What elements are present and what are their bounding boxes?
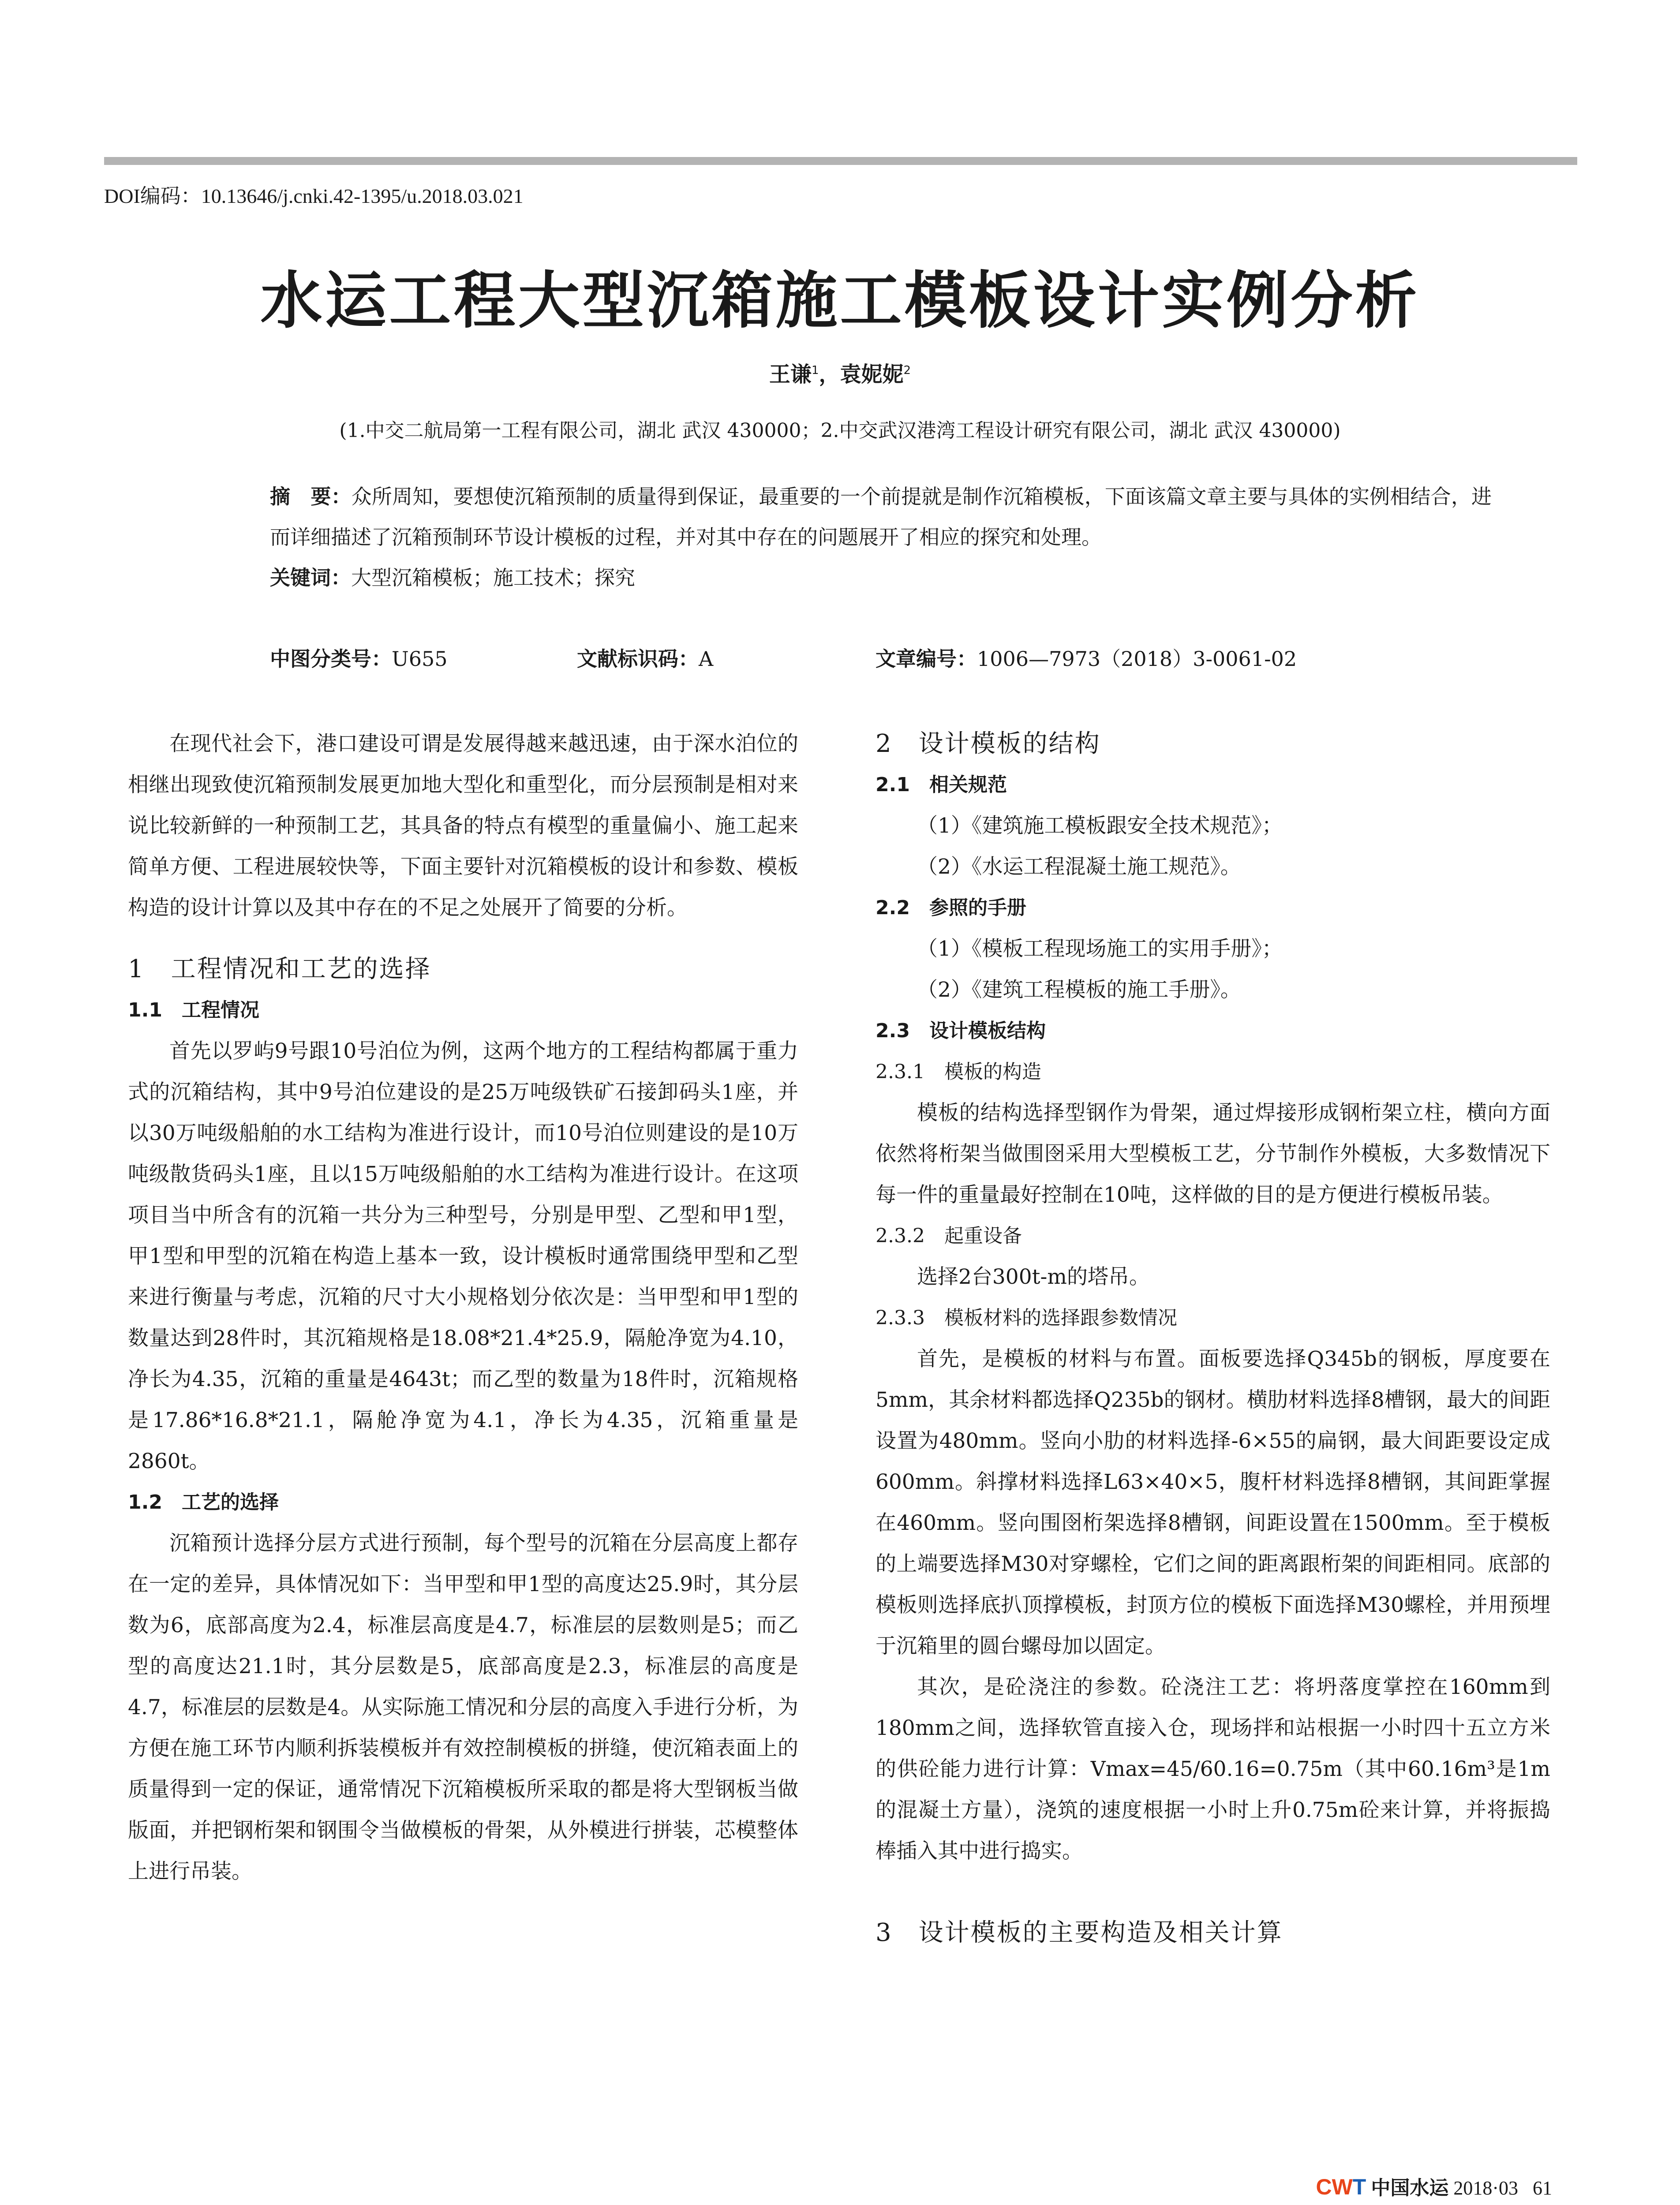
list-item: （2）《建筑工程模板的施工手册》。 xyxy=(917,978,1241,1002)
journal-name: 中国水运 xyxy=(1371,2177,1449,2199)
subsection-heading: 2.1 相关规范 xyxy=(876,774,1007,796)
author-separator: ， xyxy=(819,362,840,387)
author-name: 袁妮妮 xyxy=(840,362,904,387)
keywords-label: 关键词： xyxy=(270,566,351,590)
subsection-heading: 2.2 参照的手册 xyxy=(876,897,1026,919)
keywords-text: 大型沉箱模板；施工技术；探究 xyxy=(351,566,635,590)
body-paragraph: 模板的结构选择型钢作为骨架，通过焊接形成钢桁架立柱，横向方面依然将桁架当做围囹采用大型模板工艺，分节制作外模板，大多数情况下每一件的重量最好控制在10吨，这样做的目的是方便进行模板吊装。 xyxy=(876,1101,1550,1207)
list-item: （1）《建筑施工模板跟安全技术规范》； xyxy=(917,814,1283,838)
author-affiliation-marker: 1 xyxy=(811,364,819,377)
journal-logo: CWT xyxy=(1316,2175,1366,2199)
intro-paragraph: 在现代社会下，港口建设可谓是发展得越来越迅速，由于深水泊位的相继出现致使沉箱预制发展更加地大型化和重型化，而分层预制是相对来说比较新鲜的一种预制工艺，其具备的特点有模型的重量偏小、施工起来简单方便、工程进展较快等，下面主要针对沉箱模板的设计和参数、模板构造的设计计算以及其中存在的不足之处展开了简要的分析。 xyxy=(128,732,798,920)
clc-value: U655 xyxy=(392,647,448,671)
article-number-label: 文章编号： xyxy=(876,647,977,671)
affiliation: (1.中交二航局第一工程有限公司，湖北 武汉 430000；2.中交武汉港湾工程设计研究有限公司，湖北 武汉 430000) xyxy=(339,419,1341,442)
clc-number xyxy=(270,643,448,672)
right-column xyxy=(876,723,1550,1953)
doi-line[interactable]: DOI编码：10.13646/j.cnki.42-1395/u.2018.03.021 xyxy=(104,185,524,207)
list-item: （1）《模板工程现场施工的实用手册》； xyxy=(917,937,1283,961)
section-heading: 3 设计模板的主要构造及相关计算 xyxy=(876,1918,1283,1947)
abstract-block xyxy=(270,476,1492,598)
article-number-value: 1006—7973（2018）3-0061-02 xyxy=(977,647,1297,671)
author-name: 王谦 xyxy=(769,362,812,387)
subsubsection-heading: 2.3.2 起重设备 xyxy=(876,1225,1022,1247)
abstract-text: 众所周知，要想使沉箱预制的质量得到保证，最重要的一个前提就是制作沉箱模板，下面该篇文章主要与具体的实例相结合，进而详细描述了沉箱预制环节设计模板的过程，并对其中存在的问题展开了相应的探究和处理。 xyxy=(270,485,1492,549)
abstract xyxy=(270,476,1492,557)
body-paragraph: 其次，是砼浇注的参数。砼浇注工艺：将坍落度掌控在160mm到180mm之间，选择软管直接入仓，现场拌和站根据一小时四十五立方米的供砼能力进行计算：Vmax=45/60.16=0.75m（其中60.16m³是1m的混凝土方量），浇筑的速度根据一小时上升0.75m砼来计算，并将振捣棒插入其中进行捣实。 xyxy=(876,1675,1550,1863)
left-column xyxy=(128,723,798,1892)
subsection-heading: 1.2 工艺的选择 xyxy=(128,1491,279,1514)
keywords xyxy=(270,557,1492,598)
abstract-label: 摘 要： xyxy=(270,485,352,508)
page-footer xyxy=(1316,2172,1552,2200)
paper-title: 水运工程大型沉箱施工模板设计实例分析 xyxy=(260,265,1420,337)
section-heading: 2 设计模板的结构 xyxy=(876,729,1101,758)
subsubsection-heading: 2.3.1 模板的构造 xyxy=(876,1061,1041,1083)
author-line xyxy=(0,357,1680,388)
subsection-heading: 2.3 设计模板结构 xyxy=(876,1020,1046,1042)
subsection-heading: 1.1 工程情况 xyxy=(128,999,259,1021)
body-paragraph: 首先，是模板的材料与布置。面板要选择Q345b的钢板，厚度要在5mm，其余材料都选择Q235b的钢材。横肋材料选择8槽钢，最大的间距设置为480mm。竖向小肋的材料选择-6×55的扁钢，最大间距要设定成600mm。斜撑材料选择L63×40×5，腹杆材料选择8槽钢，其间距掌握在460mm。竖向围囹桁架选择8槽钢，间距设置在1500mm。至于模板的上端要选择M30对穿螺栓，它们之间的距离跟桁架的间距相同。底部的模板则选择底扒顶撑模板，封顶方位的模板下面选择M30螺栓，并用预埋于沉箱里的圆台螺母加以固定。 xyxy=(876,1347,1550,1658)
section-heading: 1 工程情况和工艺的选择 xyxy=(128,955,431,983)
header-rule xyxy=(104,157,1577,165)
page-number: 61 xyxy=(1533,2177,1552,2199)
document-code-value: A xyxy=(699,647,714,671)
body-paragraph: 选择2台300t-m的塔吊。 xyxy=(917,1265,1150,1289)
body-paragraph: 首先以罗屿9号跟10号泊位为例，这两个地方的工程结构都属于重力式的沉箱结构，其中9号泊位建设的是25万吨级铁矿石接卸码头1座，并以30万吨级船舶的水工结构为准进行设计，而10号泊位则建设的是10万吨级散货码头1座，且以15万吨级船舶的水工结构为准进行设计。在这项项目当中所含有的沉箱一共分为三种型号，分别是甲型、乙型和甲1型，甲1型和甲型的沉箱在构造上基本一致，设计模板时通常围绕甲型和乙型来进行衡量与考虑，沉箱的尺寸大小规格划分依次是：当甲型和甲1型的数量达到28件时，其沉箱规格是18.08*21.4*25.9，隔舱净宽为4.10，净长为4.35，沉箱的重量是4643t；而乙型的数量为18件时，沉箱规格是17.86*16.8*21.1，隔舱净宽为4.1，净长为4.35，沉箱重量是2860t。 xyxy=(128,1039,798,1473)
article-number xyxy=(876,643,1297,672)
subsubsection-heading: 2.3.3 模板材料的选择跟参数情况 xyxy=(876,1307,1177,1329)
document-code-label: 文献标识码： xyxy=(577,647,699,671)
author-affiliation-marker: 2 xyxy=(903,364,911,377)
document-code xyxy=(577,643,713,672)
clc-label: 中图分类号： xyxy=(270,647,392,671)
journal-issue: 2018·03 xyxy=(1453,2177,1518,2199)
list-item: （2）《水运工程混凝土施工规范》。 xyxy=(917,855,1241,879)
body-paragraph: 沉箱预计选择分层方式进行预制，每个型号的沉箱在分层高度上都存在一定的差异，具体情况如下：当甲型和甲1型的高度达25.9时，其分层数为6，底部高度为2.4，标准层高度是4.7，标准层的层数则是5；而乙型的高度达21.1时，其分层数是5，底部高度是2.3，标准层的高度是4.7，标准层的层数是4。从实际施工情况和分层的高度入手进行分析，为方便在施工环节内顺利拆装模板并有效控制模板的拼缝，使沉箱表面上的质量得到一定的保证，通常情况下沉箱模板所采取的都是将大型钢板当做版面，并把钢桁架和钢围令当做模板的骨架，从外模进行拼装，芯模整体上进行吊装。 xyxy=(128,1531,798,1884)
